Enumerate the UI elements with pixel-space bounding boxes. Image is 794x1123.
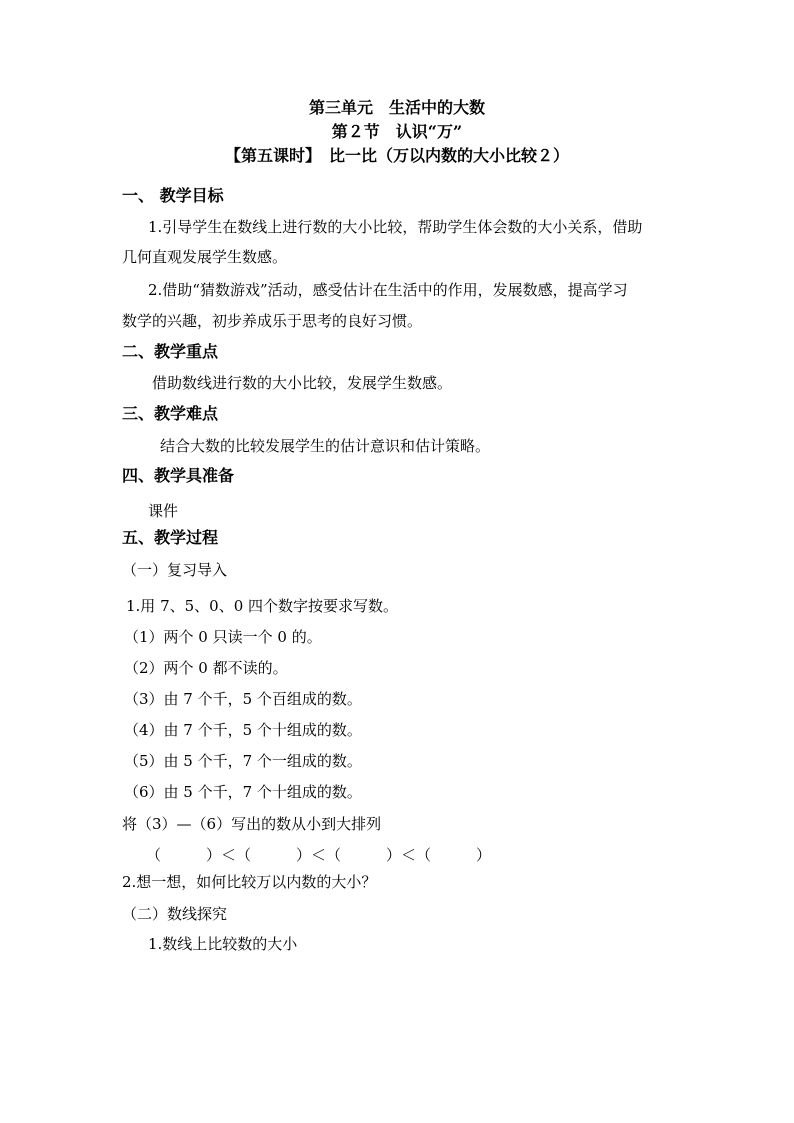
subheading-review: （一）复习导入: [122, 561, 228, 579]
question-3: 1.数线上比较数的大小: [148, 935, 298, 953]
materials-text: 课件: [148, 502, 179, 520]
objective-2-line1: 2.借助“猜数游戏”活动，感受估计在生活中的作用，发展数感，提高学习: [148, 281, 628, 299]
difficulties-text: 结合大数的比较发展学生的估计意识和估计策略。: [160, 437, 491, 455]
section-title: 第２节 认识“万”: [331, 122, 463, 141]
list-item: （5）由 5 个千，7 个一组成的数。: [124, 752, 362, 770]
heading-materials: 四、教学具准备: [122, 466, 235, 485]
sort-blanks: （ ）＜（ ）＜（ ）＜（ ）: [146, 846, 492, 864]
question-1: 1.用 7、5、0、0 四个数字按要求写数。: [126, 597, 399, 615]
heading-key-points: 二、教学重点: [122, 342, 219, 361]
key-points-text: 借助数线进行数的大小比较，发展学生数感。: [152, 374, 453, 392]
unit-title: 第三单元 生活中的大数: [308, 98, 485, 117]
lesson-title: 【第五课时】 比一比（万以内数的大小比较２）: [224, 146, 569, 165]
heading-difficulties: 三、教学难点: [122, 404, 219, 423]
sort-instruction: 将（3）—（6）写出的数从小到大排列: [122, 815, 382, 833]
list-item: （4）由 7 个千，5 个十组成的数。: [124, 721, 362, 739]
question-2: 2.想一想，如何比较万以内数的大小？: [122, 873, 377, 891]
objective-2-line2: 数学的兴趣，初步养成乐于思考的良好习惯。: [122, 312, 423, 330]
heading-objectives: 一、 教学目标: [122, 186, 224, 205]
list-item: （3）由 7 个千，5 个百组成的数。: [124, 690, 362, 708]
subheading-number-line: （二）数线探究: [122, 905, 228, 923]
list-item: （1）两个 0 只读一个 0 的。: [124, 628, 322, 646]
objective-1-line1: 1.引导学生在数线上进行数的大小比较，帮助学生体会数的大小关系，借助: [148, 218, 643, 236]
list-item: （2）两个 0 都不读的。: [124, 659, 288, 677]
objective-1-line2: 几何直观发展学生数感。: [122, 248, 288, 266]
list-item: （6）由 5 个千，7 个十组成的数。: [124, 783, 362, 801]
heading-process: 五、教学过程: [122, 528, 219, 547]
